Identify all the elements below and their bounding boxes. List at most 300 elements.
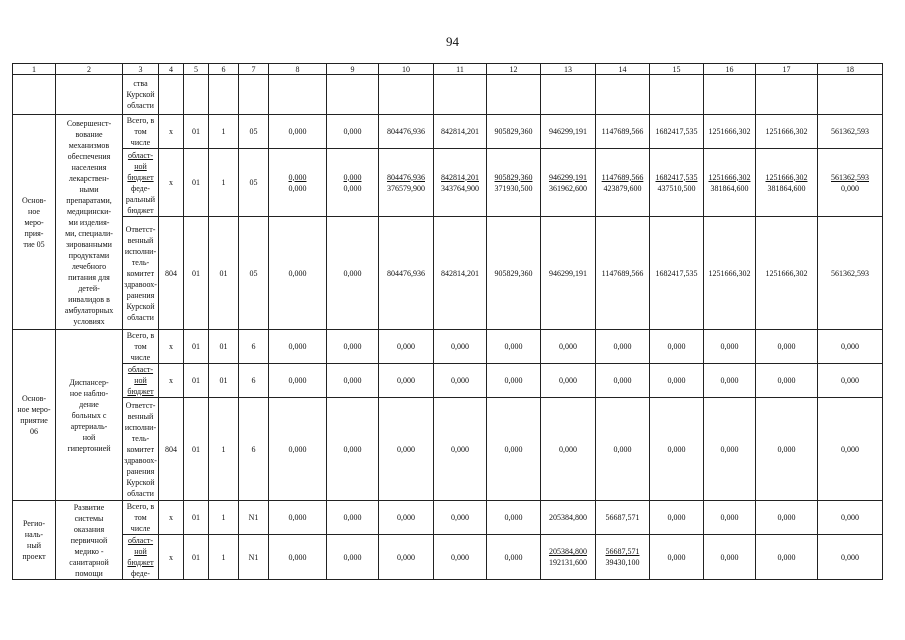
value-cell — [379, 535, 434, 580]
name-cell-line: условиях — [73, 316, 105, 326]
source-cell-line: бюджет — [127, 387, 154, 396]
value-cell — [269, 149, 327, 217]
column-number-line: 12 — [509, 64, 518, 74]
value-cell-line: 0,000 — [343, 342, 362, 351]
value-cell-line: 0,000 — [288, 376, 307, 385]
value-cell-line: 0,000 — [288, 552, 307, 562]
value-cell — [596, 75, 650, 115]
value-cell-line: 0,000 — [777, 376, 796, 385]
rz-cell — [184, 115, 209, 149]
name-cell-line: ми, специали- — [65, 228, 113, 238]
rz-cell — [184, 217, 209, 330]
value-cell — [269, 535, 327, 580]
name-cell-line: первичной — [70, 535, 108, 545]
event-cell-line: приятие — [20, 416, 48, 425]
value-cell — [541, 535, 596, 580]
source-cell-line: числе — [130, 138, 151, 147]
value-cell — [327, 501, 379, 535]
value-cell-line: 1147689,566 — [601, 127, 644, 136]
event-cell-line: тие 05 — [23, 239, 45, 249]
table-row — [13, 364, 883, 398]
source-cell — [123, 501, 159, 535]
source-cell-line: ранения — [126, 290, 155, 300]
source-cell — [123, 398, 159, 501]
name-cell-line: ное наблю- — [69, 388, 109, 398]
value-cell-line: 0,000 — [288, 444, 307, 454]
column-number-line: 14 — [618, 64, 627, 74]
value-cell-line: 0,000 — [397, 552, 415, 562]
value-cell-line: 0,000 — [667, 444, 686, 454]
rz-cell — [184, 501, 209, 535]
value-cell — [818, 217, 883, 330]
source-cell-line: комитет — [126, 444, 155, 454]
csr-cell — [239, 115, 269, 149]
name-cell-line: оказания — [73, 524, 105, 534]
value-cell — [541, 501, 596, 535]
column-number — [541, 64, 596, 75]
source-cell — [123, 149, 159, 217]
value-cell — [596, 330, 650, 364]
grbs-cell-line: x — [169, 342, 173, 351]
value-cell-line: 437510,500 — [657, 183, 696, 193]
value-cell — [327, 364, 379, 398]
source-cell-line: здравоох- — [124, 279, 157, 289]
value-cell — [487, 398, 541, 501]
value-cell — [704, 149, 756, 217]
value-cell — [818, 364, 883, 398]
value-cell-line: 0,000 — [720, 444, 739, 454]
name-cell-line: детей- — [78, 283, 100, 293]
value-cell — [269, 75, 327, 115]
source-cell-line: ранения — [126, 466, 155, 476]
source-cell-line: феде- — [131, 183, 150, 193]
pr-cell — [209, 149, 239, 217]
column-number-line: 10 — [402, 64, 410, 74]
event-cell-line: ное — [28, 206, 40, 216]
value-cell — [650, 535, 704, 580]
pr-cell — [209, 115, 239, 149]
value-cell-line: 39430,100 — [605, 558, 640, 567]
value-cell — [818, 398, 883, 501]
csr-cell — [239, 330, 269, 364]
value-cell — [327, 115, 379, 149]
csr-cell-line: 6 — [251, 342, 256, 351]
source-cell-line: тель- — [131, 257, 150, 267]
column-number — [704, 64, 756, 75]
event-cell-line: меро- — [24, 217, 44, 227]
value-cell — [327, 217, 379, 330]
value-cell — [818, 535, 883, 580]
value-cell-line: 946299,191 — [549, 268, 587, 278]
value-cell — [434, 75, 487, 115]
rz-cell — [184, 149, 209, 217]
event-cell-line: Регио- — [22, 519, 46, 528]
table-row — [13, 330, 883, 364]
source-cell-line: Курской — [126, 477, 155, 487]
value-cell — [818, 75, 883, 115]
csr-cell — [239, 217, 269, 330]
column-number-line: 5 — [194, 64, 198, 74]
pr-cell — [209, 330, 239, 364]
value-cell-line: 0,000 — [841, 376, 859, 385]
source-cell-line: бюджет — [127, 558, 154, 567]
value-cell-line: 905829,360 — [494, 127, 533, 136]
value-cell — [756, 149, 818, 217]
value-cell — [434, 115, 487, 149]
value-cell — [487, 217, 541, 330]
rz-cell — [184, 364, 209, 398]
value-cell — [818, 501, 883, 535]
value-cell-line: 205384,800 — [549, 547, 587, 556]
value-cell-line: 804476,936 — [387, 127, 425, 136]
value-cell-line: 1251666,302 — [708, 127, 751, 136]
value-cell — [704, 535, 756, 580]
value-cell — [650, 330, 704, 364]
value-cell — [159, 75, 184, 115]
value-cell-line: 0,000 — [397, 376, 415, 385]
value-cell — [541, 217, 596, 330]
value-cell — [434, 149, 487, 217]
name-cell-line: Диспансер- — [69, 377, 109, 387]
column-number — [596, 64, 650, 75]
value-cell — [327, 330, 379, 364]
column-number — [650, 64, 704, 75]
value-cell-line: 0,000 — [343, 172, 362, 182]
rz-cell-line: 01 — [192, 178, 200, 187]
column-number — [269, 64, 327, 75]
value-cell — [704, 330, 756, 364]
value-cell — [704, 398, 756, 501]
source-cell-line: област- — [127, 150, 154, 160]
value-cell — [650, 398, 704, 501]
value-cell — [541, 115, 596, 149]
pr-cell-line: 1 — [221, 178, 226, 187]
value-cell-line: 0,000 — [504, 513, 523, 522]
value-cell — [379, 149, 434, 217]
value-cell — [434, 217, 487, 330]
value-cell-line: 0,000 — [667, 376, 686, 385]
source-cell — [123, 217, 159, 330]
value-cell — [541, 398, 596, 501]
source-cell — [123, 115, 159, 149]
grbs-cell-line: x — [169, 178, 173, 187]
value-cell-line: 0,000 — [343, 183, 362, 193]
value-cell — [269, 330, 327, 364]
value-cell-line: 0,000 — [451, 552, 469, 562]
value-cell — [818, 330, 883, 364]
value-cell — [818, 115, 883, 149]
column-number-line: 17 — [782, 64, 791, 74]
value-cell — [650, 149, 704, 217]
event-cell-line: ный — [27, 541, 41, 550]
value-cell-line: 561362,593 — [831, 268, 869, 278]
value-cell-line: 905829,360 — [494, 172, 533, 182]
value-cell — [596, 217, 650, 330]
source-cell — [123, 364, 159, 398]
source-cell-line: венный — [127, 235, 154, 245]
value-cell-line: 0,000 — [397, 513, 415, 522]
column-number-line: 9 — [350, 64, 355, 74]
value-cell — [704, 217, 756, 330]
source-cell-line: том — [134, 342, 147, 351]
value-cell-line: 0,000 — [720, 513, 739, 522]
name-cell — [56, 501, 123, 580]
csr-cell — [239, 535, 269, 580]
source-cell-line: области — [127, 488, 154, 498]
grbs-cell-line: x — [169, 552, 173, 562]
column-number — [327, 64, 379, 75]
name-cell-line: артериаль- — [70, 421, 108, 431]
value-cell — [756, 535, 818, 580]
value-cell-line: 0,000 — [288, 172, 307, 182]
source-cell-line: Ответст- — [125, 400, 156, 410]
value-cell-line: 0,000 — [397, 444, 415, 454]
grbs-cell-line: 804 — [165, 268, 177, 278]
event-cell — [13, 330, 56, 501]
name-cell-line: ми изделия- — [68, 217, 110, 227]
value-cell-line: 0,000 — [343, 552, 362, 562]
name-cell-line: ными — [79, 184, 99, 194]
value-cell — [487, 364, 541, 398]
value-cell-line: 0,000 — [720, 342, 739, 351]
value-cell — [818, 149, 883, 217]
column-number — [756, 64, 818, 75]
value-cell — [269, 115, 327, 149]
value-cell — [650, 364, 704, 398]
value-cell-line: 361962,600 — [549, 183, 587, 193]
source-cell-line: Всего, в — [126, 116, 155, 125]
column-number-line: 8 — [295, 64, 300, 74]
grbs-cell — [159, 149, 184, 217]
value-cell — [704, 501, 756, 535]
budget-table — [12, 63, 883, 580]
table-row — [13, 217, 883, 330]
pr-cell-line: 01 — [219, 268, 228, 278]
value-cell-line: 905829,360 — [494, 268, 533, 278]
value-cell-line: 0,000 — [720, 552, 739, 562]
value-cell — [434, 501, 487, 535]
value-cell-line: 0,000 — [841, 444, 859, 454]
value-cell-line: 1251666,302 — [708, 172, 751, 182]
name-cell-line: обеспечения — [67, 151, 111, 161]
value-cell — [269, 501, 327, 535]
csr-cell — [239, 364, 269, 398]
header-row — [13, 64, 883, 75]
value-cell — [756, 398, 818, 501]
table-row — [13, 501, 883, 535]
value-cell-line: 0,000 — [613, 444, 632, 454]
csr-cell-line: N1 — [248, 552, 259, 562]
event-cell — [13, 115, 56, 330]
name-cell-line: лекарствен- — [68, 173, 110, 183]
value-cell — [704, 364, 756, 398]
column-number-line: 7 — [251, 64, 256, 74]
name-cell — [56, 115, 123, 330]
source-cell-line: област- — [127, 536, 154, 545]
name-cell-line: больных с — [71, 410, 107, 420]
column-number — [818, 64, 883, 75]
source-cell-line: числе — [130, 353, 151, 362]
value-cell — [596, 115, 650, 149]
event-cell — [13, 501, 56, 580]
value-cell-line: 0,000 — [777, 444, 796, 454]
value-cell-line: 0,000 — [667, 513, 686, 522]
name-cell-line: гипертонией — [67, 443, 111, 453]
rz-cell-line: 01 — [192, 268, 200, 278]
rz-cell-line: 01 — [192, 444, 200, 454]
value-cell — [434, 330, 487, 364]
name-cell — [56, 330, 123, 501]
source-cell-line: бюджет — [127, 205, 154, 215]
grbs-cell-line: x — [169, 513, 173, 522]
name-cell-line: Развитие — [73, 502, 105, 512]
rz-cell-line: 01 — [192, 376, 200, 385]
value-cell — [487, 330, 541, 364]
value-cell-line: 0,000 — [777, 552, 796, 562]
grbs-cell-line: x — [169, 376, 173, 385]
column-number-line: 1 — [32, 64, 36, 74]
value-cell — [327, 75, 379, 115]
name-cell-line: механизмов — [68, 140, 110, 150]
source-cell-line: тель- — [131, 433, 150, 443]
name-cell-line: инвалидов в — [68, 294, 110, 304]
value-cell — [327, 535, 379, 580]
value-cell-line: 0,000 — [841, 552, 859, 562]
column-number-line: 3 — [138, 64, 143, 74]
pr-cell — [209, 364, 239, 398]
value-cell-line: 0,000 — [451, 376, 469, 385]
value-cell-line: 0,000 — [397, 342, 415, 351]
value-cell — [269, 217, 327, 330]
source-cell-line: том — [134, 127, 147, 136]
value-cell-line: 56687,571 — [605, 513, 640, 522]
value-cell — [379, 115, 434, 149]
value-cell-line: 804476,936 — [387, 268, 425, 278]
name-cell-line: Совершенст- — [66, 118, 112, 128]
grbs-cell — [159, 217, 184, 330]
value-cell-line: 192131,600 — [549, 558, 587, 567]
value-cell-line: 946299,191 — [549, 172, 587, 182]
value-cell — [756, 364, 818, 398]
value-cell-line: 0,000 — [288, 268, 307, 278]
value-cell-line: 0,000 — [288, 513, 307, 522]
value-cell-line: 0,000 — [451, 513, 469, 522]
event-cell-line: прия- — [24, 228, 44, 238]
pr-cell-line: 1 — [221, 127, 226, 136]
value-cell-line: 842814,201 — [441, 127, 479, 136]
pr-cell-line: 01 — [219, 376, 228, 385]
value-cell-line: 0,000 — [343, 268, 362, 278]
value-cell-line: 946299,191 — [549, 127, 587, 136]
value-cell-line: 1251666,302 — [765, 268, 808, 278]
value-cell-line: 423879,600 — [603, 183, 642, 193]
value-cell — [487, 501, 541, 535]
rz-cell-line: 01 — [192, 342, 200, 351]
name-cell-line: дение — [79, 399, 99, 409]
value-cell — [756, 501, 818, 535]
source-cell-line: венный — [127, 411, 154, 421]
value-cell — [596, 398, 650, 501]
value-cell — [650, 501, 704, 535]
event-cell-line: Основ- — [21, 394, 47, 403]
event-cell-line: проект — [22, 552, 46, 561]
value-cell — [379, 75, 434, 115]
source-cell-line: Курской — [126, 90, 155, 99]
value-cell-line: 561362,593 — [831, 172, 869, 182]
csr-cell-line: 05 — [249, 268, 258, 278]
value-cell-line: 1251666,302 — [765, 127, 808, 136]
value-cell — [379, 501, 434, 535]
column-number-line: 15 — [672, 64, 681, 74]
value-cell — [327, 149, 379, 217]
table-row — [13, 535, 883, 580]
column-number — [434, 64, 487, 75]
value-cell-line: 0,000 — [451, 342, 469, 351]
rz-cell — [184, 535, 209, 580]
grbs-cell-line: 804 — [165, 444, 177, 454]
value-cell — [596, 501, 650, 535]
value-cell-line: 343764,900 — [441, 183, 479, 193]
name-cell-line: препаратами, — [66, 195, 112, 205]
csr-cell-line: 05 — [249, 178, 258, 187]
event-cell — [13, 75, 56, 115]
value-cell — [434, 535, 487, 580]
value-cell — [487, 75, 541, 115]
value-cell — [596, 364, 650, 398]
event-cell-line: Основ- — [21, 195, 47, 205]
rz-cell — [184, 330, 209, 364]
name-cell-line: медицински- — [66, 206, 112, 216]
value-cell — [596, 535, 650, 580]
value-cell-line: 842814,201 — [441, 268, 479, 278]
source-cell-line: Курской — [126, 301, 155, 311]
name-cell-line: санитарной — [69, 557, 109, 567]
event-cell-line: ное меро- — [17, 405, 51, 414]
name-cell-line: питания для — [68, 272, 110, 282]
source-cell-line: ной — [134, 376, 147, 385]
value-cell-line: 0,000 — [288, 127, 307, 136]
value-cell-line: 381864,600 — [767, 183, 806, 193]
name-cell-line: амбулаторных — [64, 305, 114, 315]
value-cell — [379, 217, 434, 330]
csr-cell-line: N1 — [248, 513, 259, 522]
table-row — [13, 398, 883, 501]
value-cell — [756, 75, 818, 115]
name-cell-line: населения — [71, 162, 107, 172]
value-cell-line: 0,000 — [841, 183, 859, 193]
pr-cell-line: 1 — [221, 552, 226, 562]
source-cell-line: ной — [134, 161, 147, 171]
csr-cell-line: 6 — [251, 444, 256, 454]
name-cell-line: помощи — [75, 568, 103, 578]
value-cell-line: 0,000 — [841, 342, 859, 351]
value-cell-line: 0,000 — [667, 552, 686, 562]
name-cell — [56, 75, 123, 115]
column-number — [209, 64, 239, 75]
event-cell-line: 06 — [30, 427, 38, 436]
value-cell-line: 56687,571 — [605, 547, 640, 556]
value-cell-line: 561362,593 — [831, 127, 869, 136]
source-cell-line: феде- — [131, 569, 150, 578]
source-cell — [123, 75, 159, 115]
value-cell-line: 0,000 — [613, 342, 632, 351]
value-cell — [650, 75, 704, 115]
column-number-line: 6 — [221, 64, 226, 74]
value-cell-line: 205384,800 — [549, 513, 587, 522]
value-cell — [756, 115, 818, 149]
grbs-cell — [159, 330, 184, 364]
csr-cell — [239, 501, 269, 535]
